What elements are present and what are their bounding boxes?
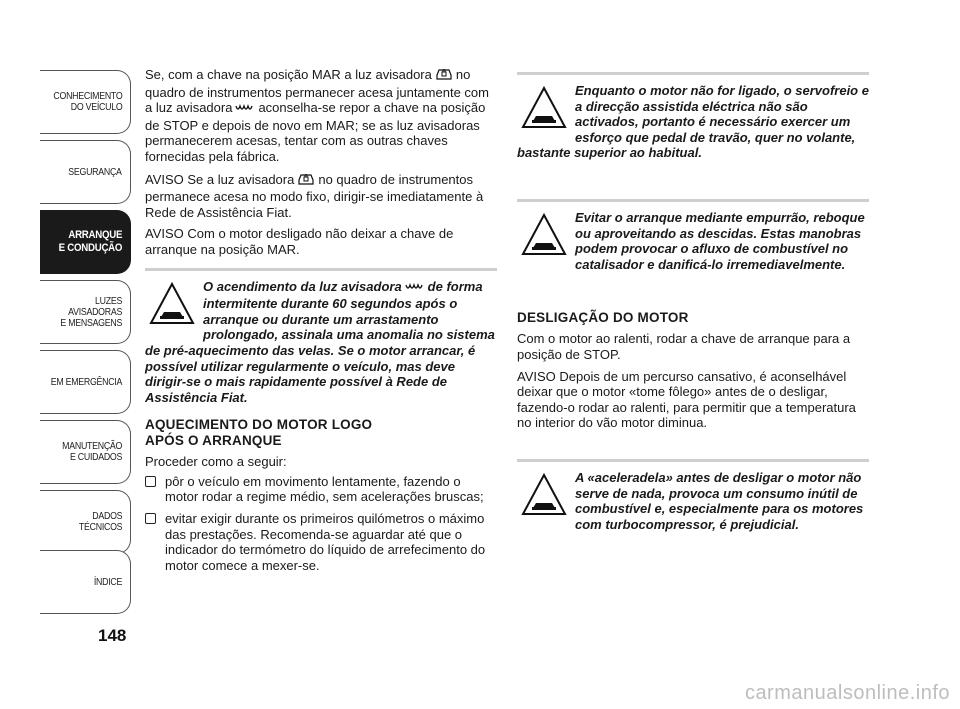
car-lock-warning-icon bbox=[435, 66, 453, 85]
tab-indice[interactable] bbox=[40, 550, 131, 614]
warning-triangle-car-icon bbox=[521, 212, 567, 258]
tab-luzes-avisadoras[interactable] bbox=[40, 280, 131, 344]
tab-dados-tecnicos[interactable] bbox=[40, 490, 131, 554]
list-item bbox=[145, 511, 497, 573]
watermark: carmanualsonline.info bbox=[744, 682, 950, 704]
warning-box-aceleradela bbox=[517, 459, 869, 532]
text: Se, com a chave na posição MAR a luz avisadora bbox=[145, 67, 432, 82]
warning-text bbox=[145, 279, 497, 406]
text: pôr o veículo em movimento lentamente, fazendo o motor rodar a regime médio, sem acelerações bruscas; bbox=[165, 473, 484, 505]
steps-list bbox=[145, 474, 497, 574]
section-title-desligacao: DESLIGAÇÃO DO MOTOR bbox=[517, 310, 689, 326]
tab-label: MANUTENÇÃO E CUIDADOS bbox=[62, 441, 122, 463]
text: APÓS O ARRANQUE bbox=[145, 433, 282, 449]
warning-triangle-car-icon bbox=[521, 472, 567, 518]
text: AQUECIMENTO DO MOTOR LOGO bbox=[145, 417, 373, 433]
section-title-aquecimento bbox=[145, 417, 497, 449]
warning-triangle-car-icon bbox=[521, 85, 567, 131]
checkbox-bullet bbox=[145, 513, 156, 524]
glow-plug-icon bbox=[235, 102, 255, 118]
text: no quadro de instrumentos permanece acesa no modo fixo, dirigir-se imediatamente à Rede de Assistência Fiat. bbox=[145, 171, 484, 220]
paragraph-desligacao-2: AVISO Depois de um percurso cansativo, é aconselhável deixar que o motor «tome fôlego» antes de o desligar, fazendo-o rodar ao ralenti, para permitir que a temperatura no interior do vão motor diminua. bbox=[517, 368, 856, 431]
tab-label: SEGURANÇA bbox=[68, 166, 122, 178]
tab-label: LUZES AVISADORAS E MENSAGENS bbox=[60, 295, 122, 329]
tab-arranque-e-conducao[interactable] bbox=[40, 210, 131, 274]
warning-text: Enquanto o motor não for ligado, o servofreio e a direcção assistida eléctrica não são activados, portanto é necessário exercer um esforço que pedal de travão, quer no volante, bastante superior ao habitual. bbox=[517, 83, 869, 161]
paragraph-immobilizer bbox=[145, 66, 497, 165]
warning-box-empurrao bbox=[517, 199, 869, 272]
tab-label: EM EMERGÊNCIA bbox=[50, 376, 122, 388]
right-column bbox=[517, 72, 869, 532]
tab-em-emergencia[interactable] bbox=[40, 350, 131, 414]
intro-text: Proceder como a seguir: bbox=[145, 454, 287, 470]
text: no quadro de instrumentos permanecer acesa juntamente com a luz avisadora bbox=[145, 67, 489, 116]
text: evitar exigir durante os primeiros quilómetros o máximo das prestações. Recomenda-se aguardar até que o indicador do termómetro do líquido de arrefecimento do motor comece a mexer-se. bbox=[165, 511, 486, 573]
warning-box-servofreio bbox=[517, 72, 869, 161]
text: de forma intermitente durante 60 segundos após o arranque ou durante um arrastamento prolongado, assinala uma anomalia no sistema de pré-aquecimento das velas. Se o motor arrancar, é possível utilizar regularmente o veículo, mas deve dirigir-se o mais rapidamente possível à Rede de Assistência Fiat. bbox=[145, 278, 495, 405]
warning-triangle-car-icon bbox=[149, 281, 195, 327]
tab-seguranca[interactable] bbox=[40, 140, 131, 204]
text: O acendimento da luz avisadora bbox=[203, 278, 402, 294]
checkbox-bullet bbox=[145, 476, 156, 487]
warning-box-glow-plug bbox=[145, 268, 497, 406]
tab-label: CONHECIMENTO DO VEÍCULO bbox=[52, 91, 122, 113]
text: aconselha-se repor a chave na posição de STOP e depois de novo em MAR; se as luz avisadoras permanecerem acesas, tentar com as outras chaves fornecidas pela fábrica. bbox=[145, 100, 486, 164]
car-lock-warning-icon bbox=[297, 171, 315, 190]
warning-text: Evitar o arranque mediante empurrão, reboque ou aproveitando as descidas. Estas manobras podem provocar o afluxo de combustível no catalisador e danificá-lo irremediavelmente. bbox=[575, 209, 865, 272]
tab-conhecimento-do-veiculo[interactable] bbox=[40, 70, 131, 134]
tab-manutencao-e-cuidados[interactable] bbox=[40, 420, 131, 484]
page-number: 148 bbox=[98, 626, 127, 645]
paragraph-aviso-1 bbox=[145, 171, 497, 221]
glow-plug-icon bbox=[405, 281, 425, 297]
tab-label: ARRANQUE E CONDUÇÃO bbox=[58, 229, 122, 254]
warning-text: A «aceleradela» antes de desligar o motor não serve de nada, provoca um consumo inútil de combustível e, especialmente para os motores com turbocompressor, é prejudicial. bbox=[575, 469, 864, 532]
text: AVISO Se a luz avisadora bbox=[145, 171, 295, 187]
list-item bbox=[145, 474, 497, 505]
paragraph-desligacao-1: Com o motor ao ralenti, rodar a chave de arranque para a posição de STOP. bbox=[517, 331, 851, 362]
tab-label: DADOS TÉCNICOS bbox=[78, 511, 122, 533]
left-column bbox=[145, 66, 497, 579]
paragraph-aviso-2: AVISO Com o motor desligado não deixar a chave de arranque na posição MAR. bbox=[145, 226, 454, 257]
tab-label: ÍNDICE bbox=[93, 576, 122, 588]
